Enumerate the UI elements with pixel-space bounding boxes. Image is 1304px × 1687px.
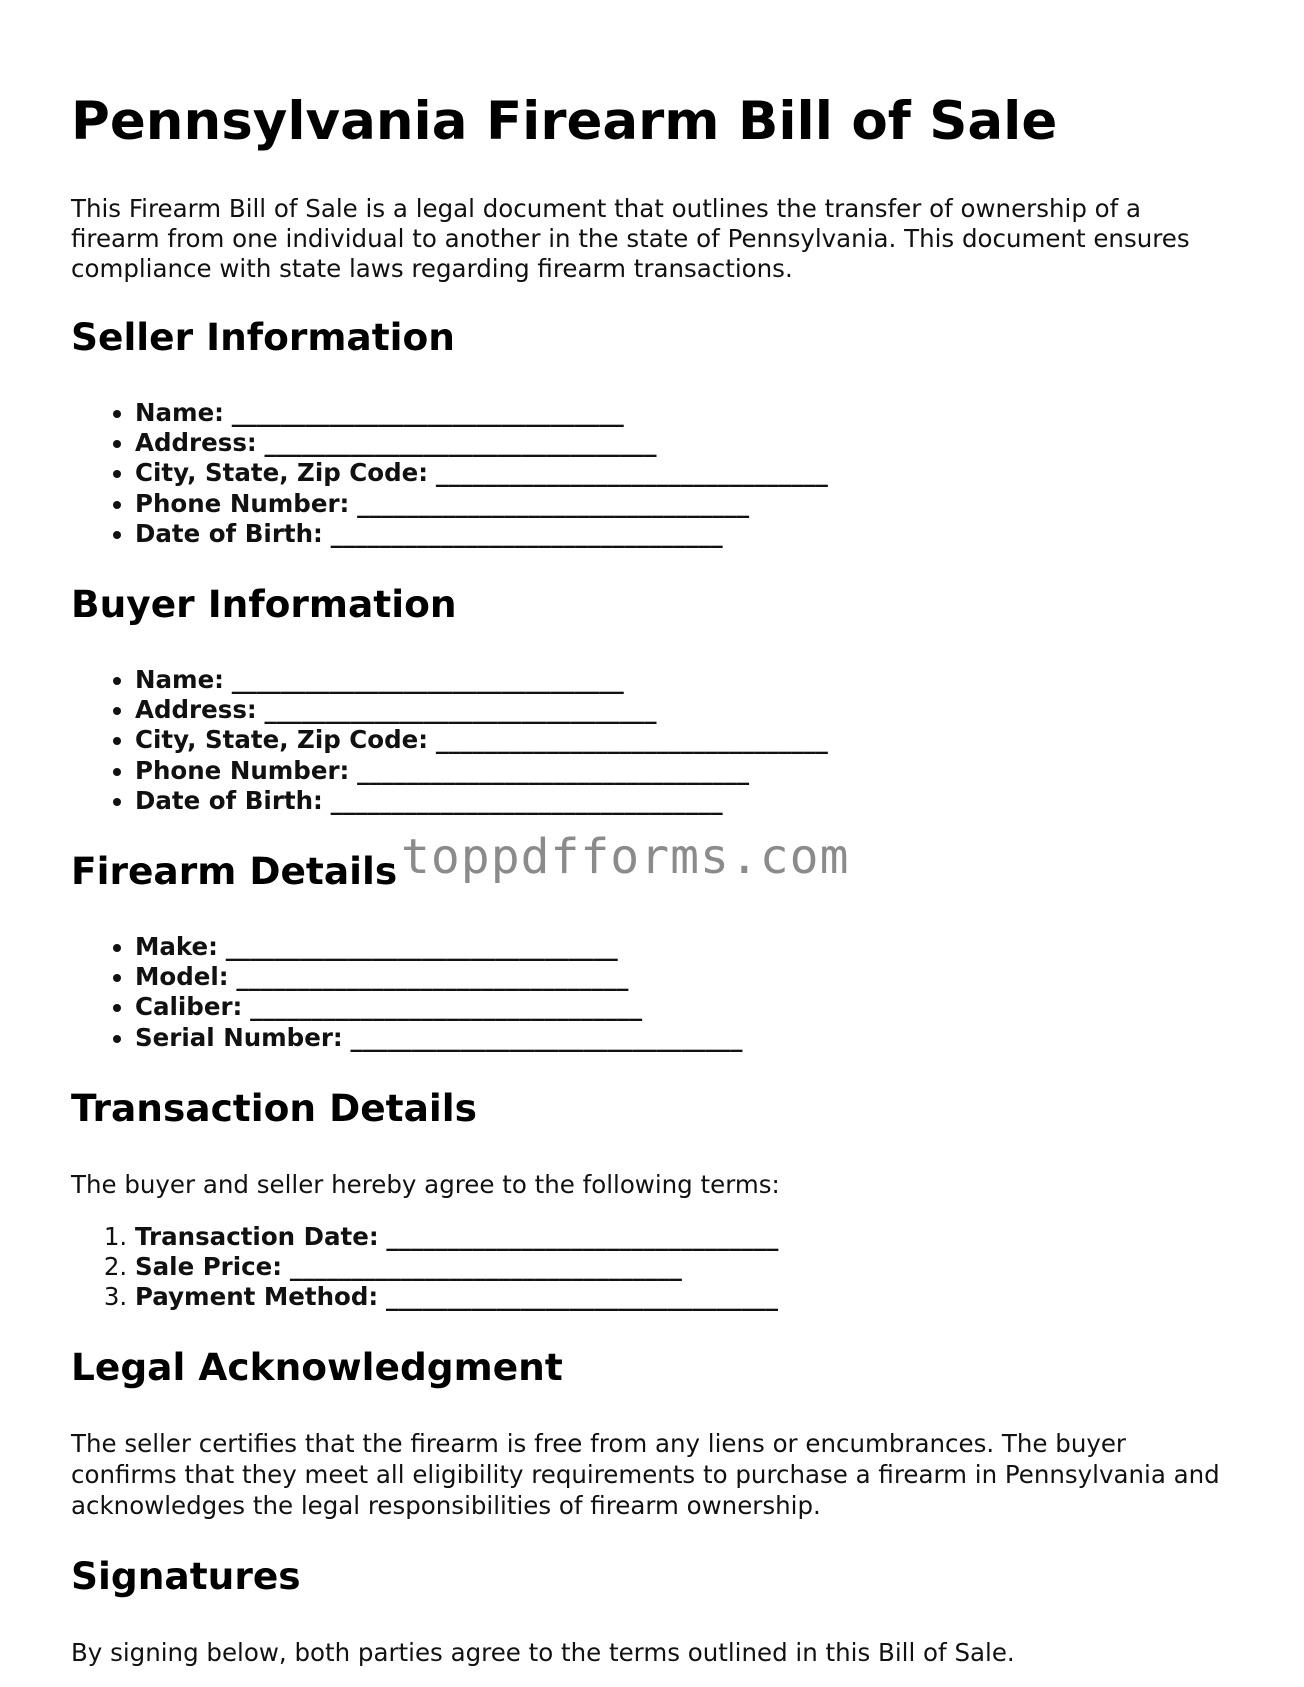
blank-line: ________________________________ — [264, 428, 657, 458]
firearm-heading: Firearm Details toppdfforms.com — [71, 829, 850, 894]
transaction-date-field: 1. Transaction Date: ________________________________ — [135, 1222, 1231, 1252]
blank-line: ________________________________ — [330, 785, 723, 815]
firearm-make-field: • Make: ________________________________ — [135, 932, 1231, 962]
firearm-field-list — [71, 932, 1231, 1053]
blank-line: ________________________________ — [236, 962, 629, 992]
watermark: toppdfforms.com — [401, 829, 850, 886]
blank-line: ________________________________ — [231, 665, 624, 695]
blank-line: ________________________________ — [264, 695, 657, 725]
blank-line: ________________________________ — [350, 1022, 743, 1052]
blank-line: ________________________________ — [386, 1221, 779, 1251]
legal-paragraph: The seller certifies that the firearm is free from any liens or encumbrances. The buyer confirms that they meet all eligibility requirements to purchase a firearm in Pennsylvania and acknowledges the legal responsibilities of firearm ownership. — [71, 1429, 1220, 1521]
buyer-city-state-zip-field: • City, State, Zip Code: ________________________________ — [135, 725, 1231, 755]
legal-heading: Legal Acknowledgment — [71, 1345, 563, 1390]
buyer-name-field: • Name: ________________________________ — [135, 665, 1231, 695]
blank-line: ________________________________ — [225, 932, 618, 962]
signatures-heading: Signatures — [71, 1554, 301, 1599]
transaction-field-list — [71, 1222, 1231, 1313]
buyer-dob-field: • Date of Birth: ________________________________ — [135, 786, 1231, 816]
intro-paragraph: This Firearm Bill of Sale is a legal document that outlines the transfer of ownership of a firearm from one individual to another in the state of Pennsylvania. This document ensures compliance with state laws regarding firearm transactions. — [71, 194, 1190, 283]
firearm-serial-field: • Serial Number: ________________________________ — [135, 1023, 1231, 1053]
payment-method-field: 3. Payment Method: ________________________________ — [135, 1282, 1231, 1312]
buyer-heading: Buyer Information — [71, 582, 457, 627]
blank-line: ________________________________ — [435, 725, 828, 755]
transaction-intro: The buyer and seller hereby agree to the following terms: — [71, 1169, 780, 1199]
blank-line: ________________________________ — [250, 992, 643, 1022]
buyer-phone-field: • Phone Number: ________________________________ — [135, 756, 1231, 786]
buyer-field-list — [71, 665, 1231, 816]
seller-city-state-zip-field: • City, State, Zip Code: ________________________________ — [135, 458, 1231, 488]
buyer-address-field: • Address: ________________________________ — [135, 695, 1231, 725]
signatures-paragraph: By signing below, both parties agree to the terms outlined in this Bill of Sale. — [71, 1638, 1015, 1668]
firearm-model-field: • Model: ________________________________ — [135, 962, 1231, 992]
seller-address-field: • Address: ________________________________ — [135, 428, 1231, 458]
seller-name-field: • Name: ________________________________ — [135, 398, 1231, 428]
seller-heading: Seller Information — [71, 315, 455, 359]
blank-line: ________________________________ — [386, 1282, 778, 1312]
blank-line: ________________________________ — [435, 458, 828, 488]
blank-line: ________________________________ — [231, 398, 624, 427]
seller-dob-field: • Date of Birth: ________________________________ — [135, 519, 1231, 549]
blank-line: ________________________________ — [330, 518, 723, 548]
blank-line: ________________________________ — [289, 1252, 682, 1282]
transaction-heading: Transaction Details — [71, 1085, 477, 1130]
seller-field-list — [71, 398, 1231, 549]
page-title: Pennsylvania Firearm Bill of Sale — [71, 91, 1058, 152]
seller-phone-field: • Phone Number: ________________________________ — [135, 489, 1231, 519]
blank-line: ________________________________ — [357, 488, 750, 518]
sale-price-field: 2. Sale Price: ________________________________ — [135, 1252, 1231, 1282]
blank-line: ________________________________ — [357, 755, 750, 785]
document-page — [71, 0, 1231, 1668]
firearm-caliber-field: • Caliber: ________________________________ — [135, 992, 1231, 1022]
